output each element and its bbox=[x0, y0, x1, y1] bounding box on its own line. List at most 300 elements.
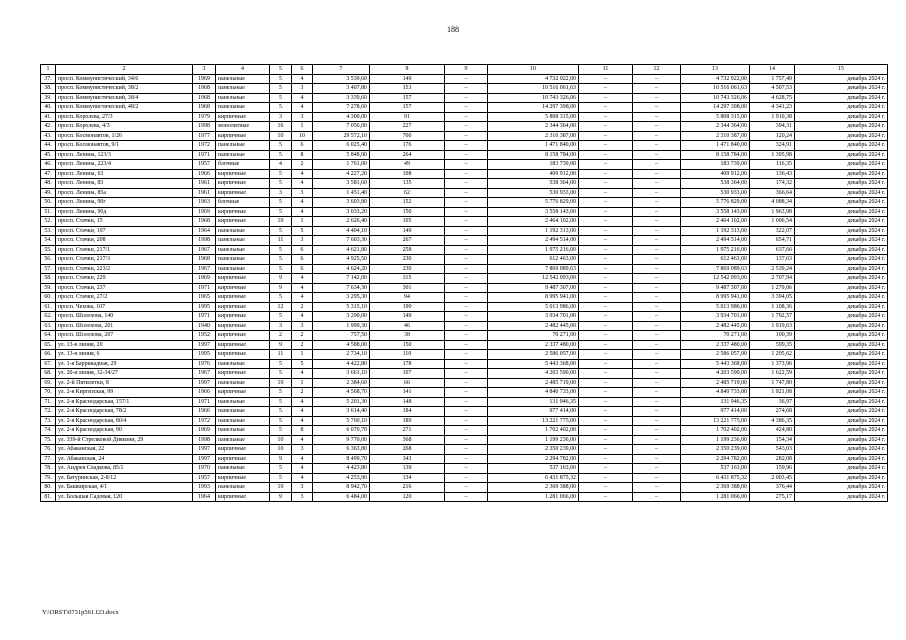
footer-file-path: Y:\ORST\0731p561.f23.docx bbox=[42, 609, 119, 616]
cell-col12: – bbox=[633, 340, 681, 350]
cell-number: 72. bbox=[41, 407, 56, 417]
cell-col9: – bbox=[445, 245, 488, 255]
cell-entrances: 4 bbox=[292, 207, 313, 217]
cell-address: ул. Башкирская, 4/1 bbox=[56, 483, 193, 493]
cell-cost-per-sqm: 543,03 bbox=[750, 445, 795, 455]
table-row bbox=[41, 226, 888, 236]
cell-col12: – bbox=[633, 207, 681, 217]
cell-residents: 135 bbox=[370, 179, 445, 189]
table-row bbox=[41, 131, 888, 141]
cell-col11: – bbox=[579, 416, 633, 426]
table-row bbox=[41, 198, 888, 208]
cell-col12: – bbox=[633, 255, 681, 265]
cell-col12: – bbox=[633, 397, 681, 407]
cell-cost-per-sqm: 275,17 bbox=[750, 492, 795, 502]
cell-wall-material: панельные bbox=[216, 245, 270, 255]
cell-residents: 149 bbox=[370, 226, 445, 236]
cell-cost-fund: 5 443 368,00 bbox=[681, 359, 750, 369]
cell-residents: 152 bbox=[370, 198, 445, 208]
cell-entrances: 8 bbox=[292, 426, 313, 436]
cell-address: просп. Коммунистический, 38/2 bbox=[56, 84, 193, 94]
cell-year: 1965 bbox=[193, 293, 216, 303]
cell-col9: – bbox=[445, 445, 488, 455]
cell-deadline: декабрь 2024 г. bbox=[795, 74, 888, 84]
cell-entrances: 3 bbox=[292, 112, 313, 122]
table-row bbox=[41, 236, 888, 246]
cell-col11: – bbox=[579, 255, 633, 265]
cell-wall-material: панельные bbox=[216, 397, 270, 407]
cell-number: 48. bbox=[41, 179, 56, 189]
cell-residents: 216 bbox=[370, 483, 445, 493]
cell-cost-per-sqm: 1 919,63 bbox=[750, 321, 795, 331]
cell-number: 43. bbox=[41, 131, 56, 141]
cell-residents: 139 bbox=[370, 464, 445, 474]
cell-address: просп. Космонавтов, 9/1 bbox=[56, 141, 193, 151]
table-row bbox=[41, 74, 888, 84]
cell-area: 4 423,80 bbox=[313, 464, 370, 474]
cell-floors: 10 bbox=[270, 131, 292, 141]
cell-area: 1 999,30 bbox=[313, 321, 370, 331]
cell-cost-total: 409 912,00 bbox=[488, 169, 579, 179]
cell-residents: 108 bbox=[370, 169, 445, 179]
cell-col11: – bbox=[579, 283, 633, 293]
cell-area: 6 070,70 bbox=[313, 426, 370, 436]
table-row bbox=[41, 245, 888, 255]
cell-floors: 5 bbox=[270, 150, 292, 160]
cell-wall-material: кирпичные bbox=[216, 302, 270, 312]
cell-area: 6 025,40 bbox=[313, 141, 370, 151]
cell-address: ул. 2-я Киргизская, 99 bbox=[56, 388, 193, 398]
cell-cost-total: 1 192 313,00 bbox=[488, 226, 579, 236]
cell-wall-material: панельные bbox=[216, 426, 270, 436]
cell-col11: – bbox=[579, 492, 633, 502]
cell-cost-per-sqm: 1 747,80 bbox=[750, 378, 795, 388]
cell-year: 1952 bbox=[193, 331, 216, 341]
cell-entrances: 1 bbox=[292, 217, 313, 227]
cell-address: ул. Абаканская, 24 bbox=[56, 454, 193, 464]
table-row bbox=[41, 378, 888, 388]
cell-cost-fund: 2 350 239,00 bbox=[681, 445, 750, 455]
cell-deadline: декабрь 2024 г. bbox=[795, 454, 888, 464]
cell-cost-total: 131 946,35 bbox=[488, 397, 579, 407]
column-header-14: 14 bbox=[750, 65, 795, 75]
cell-entrances: 2 bbox=[292, 160, 313, 170]
cell-cost-per-sqm: 324,91 bbox=[750, 141, 795, 151]
cell-deadline: декабрь 2024 г. bbox=[795, 169, 888, 179]
cell-wall-material: кирпичные bbox=[216, 369, 270, 379]
table-body bbox=[41, 65, 888, 502]
cell-cost-per-sqm: 1 373,96 bbox=[750, 359, 795, 369]
cell-residents: 700 bbox=[370, 131, 445, 141]
cell-col12: – bbox=[633, 245, 681, 255]
cell-col12: – bbox=[633, 103, 681, 113]
cell-entrances: 3 bbox=[292, 321, 313, 331]
cell-area: 3 033,20 bbox=[313, 207, 370, 217]
table-row bbox=[41, 350, 888, 360]
cell-address: ул. 2-й Пятилетки, 8 bbox=[56, 378, 193, 388]
cell-col11: – bbox=[579, 473, 633, 483]
cell-cost-per-sqm: 599,35 bbox=[750, 340, 795, 350]
cell-deadline: декабрь 2024 г. bbox=[795, 397, 888, 407]
cell-cost-total: 5 013 986,00 bbox=[488, 302, 579, 312]
table-row bbox=[41, 426, 888, 436]
cell-deadline: декабрь 2024 г. bbox=[795, 93, 888, 103]
table-row bbox=[41, 122, 888, 132]
cell-cost-total: 6 431 875,32 bbox=[488, 473, 579, 483]
cell-number: 68. bbox=[41, 369, 56, 379]
cell-residents: 148 bbox=[370, 397, 445, 407]
cell-address: ул. 20-я линия, 32-34/27 bbox=[56, 369, 193, 379]
cell-col9: – bbox=[445, 179, 488, 189]
cell-col9: – bbox=[445, 492, 488, 502]
cell-cost-total: 70 271,00 bbox=[488, 331, 579, 341]
cell-col11: – bbox=[579, 131, 633, 141]
cell-cost-per-sqm: 174,32 bbox=[750, 179, 795, 189]
cell-cost-per-sqm: 1 395,98 bbox=[750, 150, 795, 160]
cell-year: 1995 bbox=[193, 302, 216, 312]
cell-wall-material: панельные bbox=[216, 84, 270, 94]
cell-number: 55. bbox=[41, 245, 56, 255]
cell-wall-material: панельные bbox=[216, 464, 270, 474]
cell-entrances: 6 bbox=[292, 141, 313, 151]
cell-residents: 149 bbox=[370, 312, 445, 322]
cell-entrances: 4 bbox=[292, 74, 313, 84]
cell-cost-fund: 10 743 326,06 bbox=[681, 93, 750, 103]
cell-residents: 230 bbox=[370, 255, 445, 265]
cell-col11: – bbox=[579, 84, 633, 94]
cell-entrances: 6 bbox=[292, 245, 313, 255]
table-row bbox=[41, 207, 888, 217]
cell-number: 56. bbox=[41, 255, 56, 265]
cell-entrances: 3 bbox=[292, 236, 313, 246]
column-header-2: 2 bbox=[56, 65, 193, 75]
cell-floors: 5 bbox=[270, 369, 292, 379]
cell-wall-material: панельные bbox=[216, 264, 270, 274]
cell-deadline: декабрь 2024 г. bbox=[795, 416, 888, 426]
table-row bbox=[41, 407, 888, 417]
cell-number: 75. bbox=[41, 435, 56, 445]
cell-cost-fund: 2 485 719,00 bbox=[681, 378, 750, 388]
cell-col9: – bbox=[445, 84, 488, 94]
cell-year: 1969 bbox=[193, 274, 216, 284]
cell-residents: 267 bbox=[370, 236, 445, 246]
cell-cost-fund: 1 471 840,00 bbox=[681, 141, 750, 151]
cell-year: 1977 bbox=[193, 131, 216, 141]
column-header-11: 11 bbox=[579, 65, 633, 75]
cell-wall-material: панельные bbox=[216, 378, 270, 388]
cell-col11: – bbox=[579, 350, 633, 360]
cell-year: 1971 bbox=[193, 312, 216, 322]
cell-number: 59. bbox=[41, 283, 56, 293]
cell-number: 74. bbox=[41, 426, 56, 436]
cell-year: 1966 bbox=[193, 407, 216, 417]
cell-cost-per-sqm: 4 628,75 bbox=[750, 93, 795, 103]
cell-cost-total: 9 487 307,00 bbox=[488, 283, 579, 293]
cell-area: 3 661,10 bbox=[313, 369, 370, 379]
cell-col12: – bbox=[633, 426, 681, 436]
cell-cost-total: 1 975 216,00 bbox=[488, 245, 579, 255]
cell-cost-total: 7 869 089,63 bbox=[488, 264, 579, 274]
cell-address: просп. Шолохова, 207 bbox=[56, 331, 193, 341]
cell-wall-material: кирпичные bbox=[216, 179, 270, 189]
cell-deadline: декабрь 2024 г. bbox=[795, 388, 888, 398]
cell-wall-material: кирпичные bbox=[216, 169, 270, 179]
cell-col9: – bbox=[445, 454, 488, 464]
cell-year: 1966 bbox=[193, 169, 216, 179]
cell-floors: 2 bbox=[270, 331, 292, 341]
cell-entrances: 4 bbox=[292, 397, 313, 407]
cell-number: 39. bbox=[41, 93, 56, 103]
table-row bbox=[41, 397, 888, 407]
cell-entrances: 5 bbox=[292, 359, 313, 369]
cell-floors: 11 bbox=[270, 236, 292, 246]
cell-deadline: декабрь 2024 г. bbox=[795, 84, 888, 94]
cell-cost-per-sqm: 1 622,59 bbox=[750, 369, 795, 379]
cell-col12: – bbox=[633, 302, 681, 312]
table-row bbox=[41, 302, 888, 312]
cell-col12: – bbox=[633, 93, 681, 103]
cell-residents: 178 bbox=[370, 359, 445, 369]
cell-col9: – bbox=[445, 302, 488, 312]
column-header-6: 6 bbox=[292, 65, 313, 75]
cell-cost-total: 1 702 402,00 bbox=[488, 426, 579, 436]
cell-area: 5 760,10 bbox=[313, 416, 370, 426]
cell-wall-material: блочные bbox=[216, 198, 270, 208]
cell-col12: – bbox=[633, 226, 681, 236]
cell-wall-material: кирпичные bbox=[216, 331, 270, 341]
cell-entrances: 4 bbox=[292, 93, 313, 103]
cell-wall-material: кирпичные bbox=[216, 112, 270, 122]
cell-year: 1966 bbox=[193, 388, 216, 398]
cell-floors: 5 bbox=[270, 74, 292, 84]
cell-area: 4 568,70 bbox=[313, 388, 370, 398]
table-row bbox=[41, 388, 888, 398]
cell-entrances: 2 bbox=[292, 388, 313, 398]
cell-residents: 107 bbox=[370, 369, 445, 379]
cell-area: 2 734,10 bbox=[313, 350, 370, 360]
cell-wall-material: панельные bbox=[216, 407, 270, 417]
cell-area: 4 588,00 bbox=[313, 340, 370, 350]
column-header-4: 4 bbox=[216, 65, 270, 75]
cell-col12: – bbox=[633, 84, 681, 94]
table-row bbox=[41, 435, 888, 445]
cell-col9: – bbox=[445, 473, 488, 483]
cell-col12: – bbox=[633, 274, 681, 284]
cell-entrances: 6 bbox=[292, 255, 313, 265]
cell-floors: 3 bbox=[270, 321, 292, 331]
cell-deadline: декабрь 2024 г. bbox=[795, 293, 888, 303]
cell-address: ул. Батуринская, 2-8/12 bbox=[56, 473, 193, 483]
cell-cost-total: 2 344 364,00 bbox=[488, 122, 579, 132]
cell-cost-per-sqm: 322,07 bbox=[750, 226, 795, 236]
cell-floors: 5 bbox=[270, 141, 292, 151]
cell-address: ул. 13-я линия, 20 bbox=[56, 340, 193, 350]
cell-floors: 3 bbox=[270, 188, 292, 198]
cell-number: 80. bbox=[41, 483, 56, 493]
cell-residents: 157 bbox=[370, 103, 445, 113]
cell-entrances: 2 bbox=[292, 331, 313, 341]
cell-cost-total: 2 482 445,00 bbox=[488, 321, 579, 331]
cell-cost-fund: 530 933,00 bbox=[681, 188, 750, 198]
cell-deadline: декабрь 2024 г. bbox=[795, 198, 888, 208]
cell-deadline: декабрь 2024 г. bbox=[795, 435, 888, 445]
cell-floors: 5 bbox=[270, 169, 292, 179]
cell-year: 1961 bbox=[193, 179, 216, 189]
cell-cost-total: 3 934 701,00 bbox=[488, 312, 579, 322]
cell-col11: – bbox=[579, 188, 633, 198]
cell-residents: 258 bbox=[370, 245, 445, 255]
cell-floors: 9 bbox=[270, 454, 292, 464]
cell-wall-material: панельные bbox=[216, 93, 270, 103]
cell-col12: – bbox=[633, 312, 681, 322]
cell-col9: – bbox=[445, 236, 488, 246]
cell-entrances: 3 bbox=[292, 445, 313, 455]
cell-col11: – bbox=[579, 340, 633, 350]
cell-deadline: декабрь 2024 г. bbox=[795, 274, 888, 284]
cell-col11: – bbox=[579, 426, 633, 436]
cell-cost-fund: 538 364,00 bbox=[681, 179, 750, 189]
table-row bbox=[41, 141, 888, 151]
cell-wall-material: кирпичные bbox=[216, 492, 270, 502]
cell-year: 1940 bbox=[193, 321, 216, 331]
cell-address: ул. 2-я Краснодарская, 90 bbox=[56, 426, 193, 436]
cell-col11: – bbox=[579, 160, 633, 170]
cell-entrances: 3 bbox=[292, 492, 313, 502]
cell-deadline: декабрь 2024 г. bbox=[795, 150, 888, 160]
cell-cost-fund: 5 776 829,00 bbox=[681, 198, 750, 208]
cell-address: просп. Стачки, 217/3 bbox=[56, 255, 193, 265]
cell-address: просп. Космонавтов, 1/26 bbox=[56, 131, 193, 141]
table-row bbox=[41, 340, 888, 350]
cell-col12: – bbox=[633, 293, 681, 303]
cell-cost-fund: 2 482 445,00 bbox=[681, 321, 750, 331]
cell-residents: 157 bbox=[370, 93, 445, 103]
cell-area: 4 227,20 bbox=[313, 169, 370, 179]
cell-col12: – bbox=[633, 198, 681, 208]
cell-deadline: декабрь 2024 г. bbox=[795, 331, 888, 341]
cell-col9: – bbox=[445, 321, 488, 331]
cell-cost-total: 2 350 239,00 bbox=[488, 445, 579, 455]
cell-deadline: декабрь 2024 г. bbox=[795, 407, 888, 417]
cell-col12: – bbox=[633, 112, 681, 122]
cell-col12: – bbox=[633, 331, 681, 341]
cell-entrances: 3 bbox=[292, 188, 313, 198]
cell-number: 71. bbox=[41, 397, 56, 407]
cell-residents: 110 bbox=[370, 350, 445, 360]
cell-wall-material: кирпичные bbox=[216, 293, 270, 303]
cell-residents: 190 bbox=[370, 302, 445, 312]
cell-area: 3 290,00 bbox=[313, 312, 370, 322]
cell-residents: 271 bbox=[370, 426, 445, 436]
cell-floors: 9 bbox=[270, 340, 292, 350]
cell-cost-fund: 8 995 941,00 bbox=[681, 293, 750, 303]
table-row bbox=[41, 359, 888, 369]
cell-col9: – bbox=[445, 188, 488, 198]
cell-cost-per-sqm: 4 088,34 bbox=[750, 198, 795, 208]
table-row bbox=[41, 445, 888, 455]
cell-col12: – bbox=[633, 283, 681, 293]
cell-area: 5 201,30 bbox=[313, 397, 370, 407]
cell-deadline: декабрь 2024 г. bbox=[795, 255, 888, 265]
cell-cost-fund: 3 934 701,00 bbox=[681, 312, 750, 322]
cell-cost-fund: 4 732 922,00 bbox=[681, 74, 750, 84]
cell-area: 3 581,60 bbox=[313, 179, 370, 189]
cell-wall-material: панельные bbox=[216, 141, 270, 151]
cell-area: 1 761,00 bbox=[313, 160, 370, 170]
cell-cost-per-sqm: 394,31 bbox=[750, 122, 795, 132]
cell-cost-per-sqm: 4 341,23 bbox=[750, 103, 795, 113]
cell-area: 29 572,10 bbox=[313, 131, 370, 141]
cell-col9: – bbox=[445, 435, 488, 445]
cell-col9: – bbox=[445, 312, 488, 322]
cell-floors: 5 bbox=[270, 84, 292, 94]
cell-entrances: 2 bbox=[292, 340, 313, 350]
cell-col11: – bbox=[579, 378, 633, 388]
cell-floors: 10 bbox=[270, 483, 292, 493]
cell-floors: 5 bbox=[270, 93, 292, 103]
cell-col12: – bbox=[633, 188, 681, 198]
cell-deadline: декабрь 2024 г. bbox=[795, 340, 888, 350]
cell-floors: 5 bbox=[270, 426, 292, 436]
cell-col11: – bbox=[579, 407, 633, 417]
cell-deadline: декабрь 2024 г. bbox=[795, 207, 888, 217]
cell-col9: – bbox=[445, 350, 488, 360]
cell-entrances: 4 bbox=[292, 179, 313, 189]
cell-col11: – bbox=[579, 236, 633, 246]
cell-floors: 5 bbox=[270, 255, 292, 265]
cell-cost-fund: 612 463,00 bbox=[681, 255, 750, 265]
cell-col12: – bbox=[633, 217, 681, 227]
cell-address: просп. Шолохова, 201 bbox=[56, 321, 193, 331]
cell-area: 4 300,00 bbox=[313, 112, 370, 122]
cell-wall-material: кирпичные bbox=[216, 473, 270, 483]
cell-address: ул. 2-я Краснодарская, 157/1 bbox=[56, 397, 193, 407]
cell-col9: – bbox=[445, 369, 488, 379]
cell-area: 7 634,30 bbox=[313, 283, 370, 293]
cell-year: 1971 bbox=[193, 397, 216, 407]
cell-col11: – bbox=[579, 141, 633, 151]
table-row bbox=[41, 321, 888, 331]
repair-schedule-table bbox=[40, 64, 888, 502]
cell-cost-total: 10 743 326,06 bbox=[488, 93, 579, 103]
cell-number: 79. bbox=[41, 473, 56, 483]
cell-cost-fund: 537 163,00 bbox=[681, 464, 750, 474]
cell-cost-per-sqm: 1 108,36 bbox=[750, 302, 795, 312]
cell-cost-fund: 2 337 480,00 bbox=[681, 340, 750, 350]
cell-col12: – bbox=[633, 160, 681, 170]
cell-cost-total: 2 586 057,00 bbox=[488, 350, 579, 360]
table-row bbox=[41, 264, 888, 274]
cell-cost-per-sqm: 637,66 bbox=[750, 245, 795, 255]
cell-cost-per-sqm: 36,97 bbox=[750, 397, 795, 407]
cell-cost-fund: 2 494 514,00 bbox=[681, 236, 750, 246]
cell-deadline: декабрь 2024 г. bbox=[795, 426, 888, 436]
cell-col12: – bbox=[633, 122, 681, 132]
table-row bbox=[41, 160, 888, 170]
cell-floors: 5 bbox=[270, 207, 292, 217]
cell-address: ул. Андрея Сладкова, 85/1 bbox=[56, 464, 193, 474]
cell-col11: – bbox=[579, 245, 633, 255]
cell-col12: – bbox=[633, 464, 681, 474]
cell-entrances: 1 bbox=[292, 122, 313, 132]
cell-cost-fund: 70 271,00 bbox=[681, 331, 750, 341]
cell-entrances: 3 bbox=[292, 84, 313, 94]
cell-cost-total: 2 294 782,00 bbox=[488, 454, 579, 464]
cell-residents: 315 bbox=[370, 274, 445, 284]
cell-cost-per-sqm: 116,35 bbox=[750, 160, 795, 170]
cell-wall-material: панельные bbox=[216, 226, 270, 236]
cell-floors: 16 bbox=[270, 122, 292, 132]
